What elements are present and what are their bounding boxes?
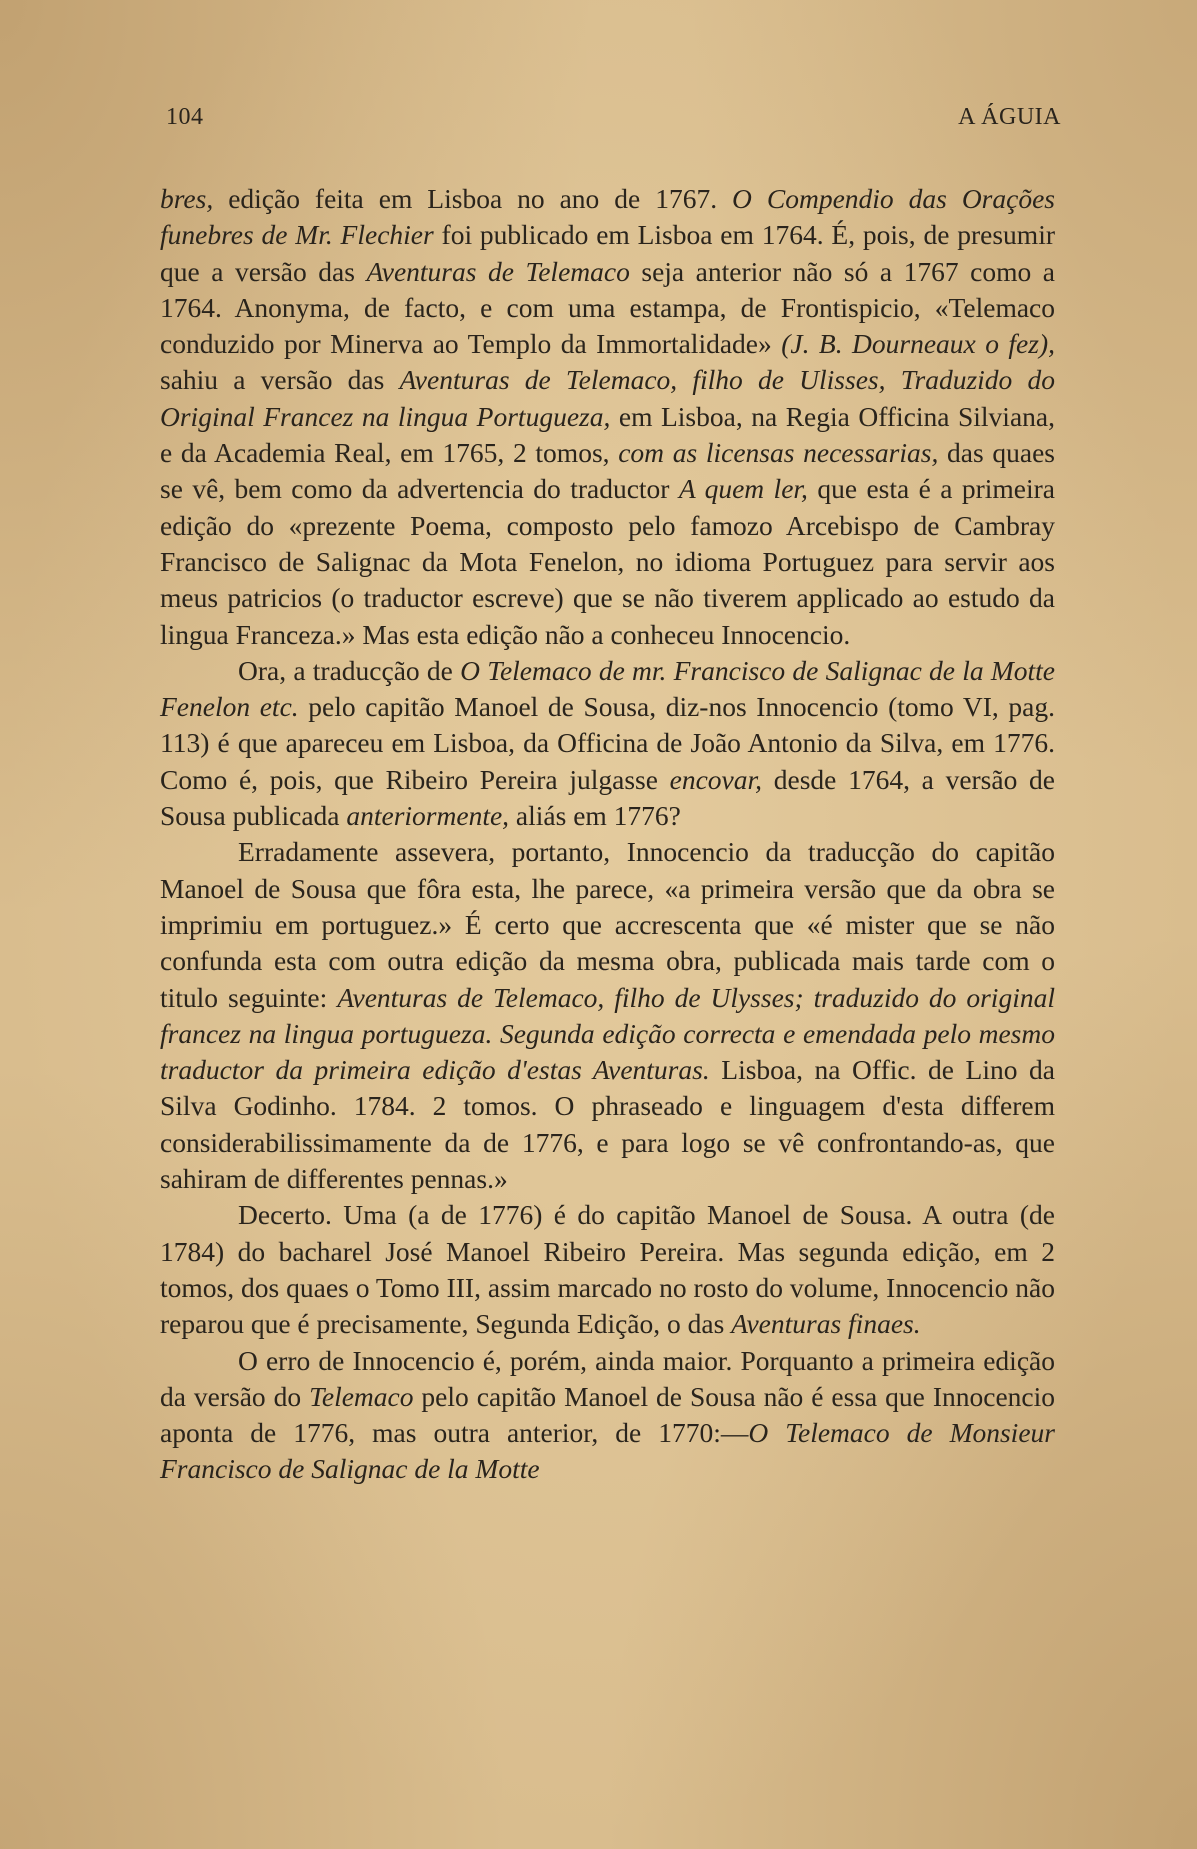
text-run: Ora, a traducção de <box>238 654 461 686</box>
text-run: das quaes se vê, bem como da advertencia do traductor <box>160 437 1055 505</box>
paragraph <box>160 1343 1055 1488</box>
page-number: 104 <box>166 104 204 130</box>
text-run: pelo capitão Manoel de Sousa, diz-nos Innocencio (tomo VI, pag. 113) é que apareceu em Lisboa, da Officina de João Antonio da Silva, em 1776. Como é, pois, que Ribeiro Pereira julgasse <box>160 691 1055 795</box>
text-run: desde 1764, a versão de Sousa publicada <box>160 763 1056 832</box>
text-run: pelo capitão Manoel de Sousa não é essa que Innocencio aponta de 1776, mas outra anterior, de 1770:— <box>160 1380 1055 1449</box>
text-run: Lisboa, na Offic. de Lino da Silva Godinho. 1784. 2 tomos. O phraseado e linguagem d'esta differem considerabilissimamente da de 1776, e para logo se vê confrontando-as, que sahiram de differentes pennas.» <box>160 1054 1055 1195</box>
page-header <box>166 104 1061 134</box>
paragraph <box>160 181 1055 653</box>
italic-text-run: Telemaco <box>309 1380 414 1412</box>
text-run: sahiu a versão das <box>160 364 400 396</box>
text-run: aliás em 1776? <box>509 800 681 832</box>
text-run: edição feita em Lisboa no ano de 1767. <box>213 183 733 214</box>
italic-text-run: O Compendio das Orações funebres de Mr. Flechier <box>160 183 1055 251</box>
italic-text-run: O Telemaco de Monsieur Francisco de Salignac de la Motte <box>160 1417 1055 1485</box>
italic-text-run: com as licensas necessarias, <box>618 437 939 469</box>
italic-text-run: O Telemaco de mr. Francisco de Salignac de la Motte Fenelon etc. <box>160 654 1056 723</box>
italic-text-run: (J. B. Dourneaux o fez), <box>781 328 1055 360</box>
text-run: O erro de Innocencio é, porém, ainda maior. Porquanto a primeira edição da versão do <box>160 1344 1055 1412</box>
text-run: Erradamente assevera, portanto, Innocencio da traducção do capitão Manoel de Sousa que fôra esta, lhe parece, «a primeira versão que da obra se imprimiu em portuguez.» É certo que accrescenta que «é mister que se não confunda esta com outra edição da mesma obra, publicada mais tarde com o titulo seguinte: <box>160 836 1055 1013</box>
italic-text-run: Aventuras de Telemaco, filho de Ulisses, Traduzido do Original Francez na lingua Portugueza, <box>160 364 1055 432</box>
italic-text-run: A quem ler, <box>678 473 808 505</box>
italic-text-run: encovar, <box>669 763 763 795</box>
italic-text-run: Aventuras de Telemaco, filho de Ulysses; traduzido do original francez na lingua portugueza. Segunda edição correcta e emendada pelo mesmo traductor da primeira edição d'estas Aventuras. <box>160 981 1055 1086</box>
text-run: seja anterior não só a 1767 como a 1764. Anonyma, de facto, e com uma estampa, de Frontispicio, «Telemaco conduzido por Minerva ao Templo da Immortalidade» <box>160 255 1055 360</box>
italic-text-run: bres, <box>160 183 214 214</box>
running-title: A ÁGUIA <box>958 104 1061 130</box>
text-run: que esta é a primeira edição do «prezente Poema, composto pelo famozo Arcebispo de Cambray Francisco de Salignac da Mota Fenelon, no idioma Portuguez para servir aos meus patricios (o traductor escreve) que se não tiverem applicado ao estudo da lingua Franceza.» Mas esta edição não a conheceu Innocencio. <box>160 473 1055 650</box>
italic-text-run: Aventuras de Telemaco <box>366 255 630 287</box>
text-run: foi publicado em Lisboa em 1764. É, pois, de presumir que a versão das <box>160 219 1055 287</box>
text-run: em Lisboa, na Regia Officina Silviana, e da Academia Real, em 1765, 2 tomos, <box>160 400 1055 469</box>
italic-text-run: anteriormente, <box>346 800 510 832</box>
paragraph <box>160 1197 1055 1342</box>
paragraph <box>160 834 1055 1197</box>
text-run: Decerto. Uma (a de 1776) é do capitão Manoel de Sousa. A outra (de 1784) do bacharel José Manoel Ribeiro Pereira. Mas segunda edição, em 2 tomos, dos quaes o Tomo III, assim marcado no rosto do volume, Innocencio não reparou que é precisamente, Segunda Edição, o das <box>160 1199 1055 1340</box>
body-text <box>160 181 1055 1488</box>
paragraph <box>160 653 1055 834</box>
italic-text-run: Aventuras finaes. <box>731 1308 921 1340</box>
